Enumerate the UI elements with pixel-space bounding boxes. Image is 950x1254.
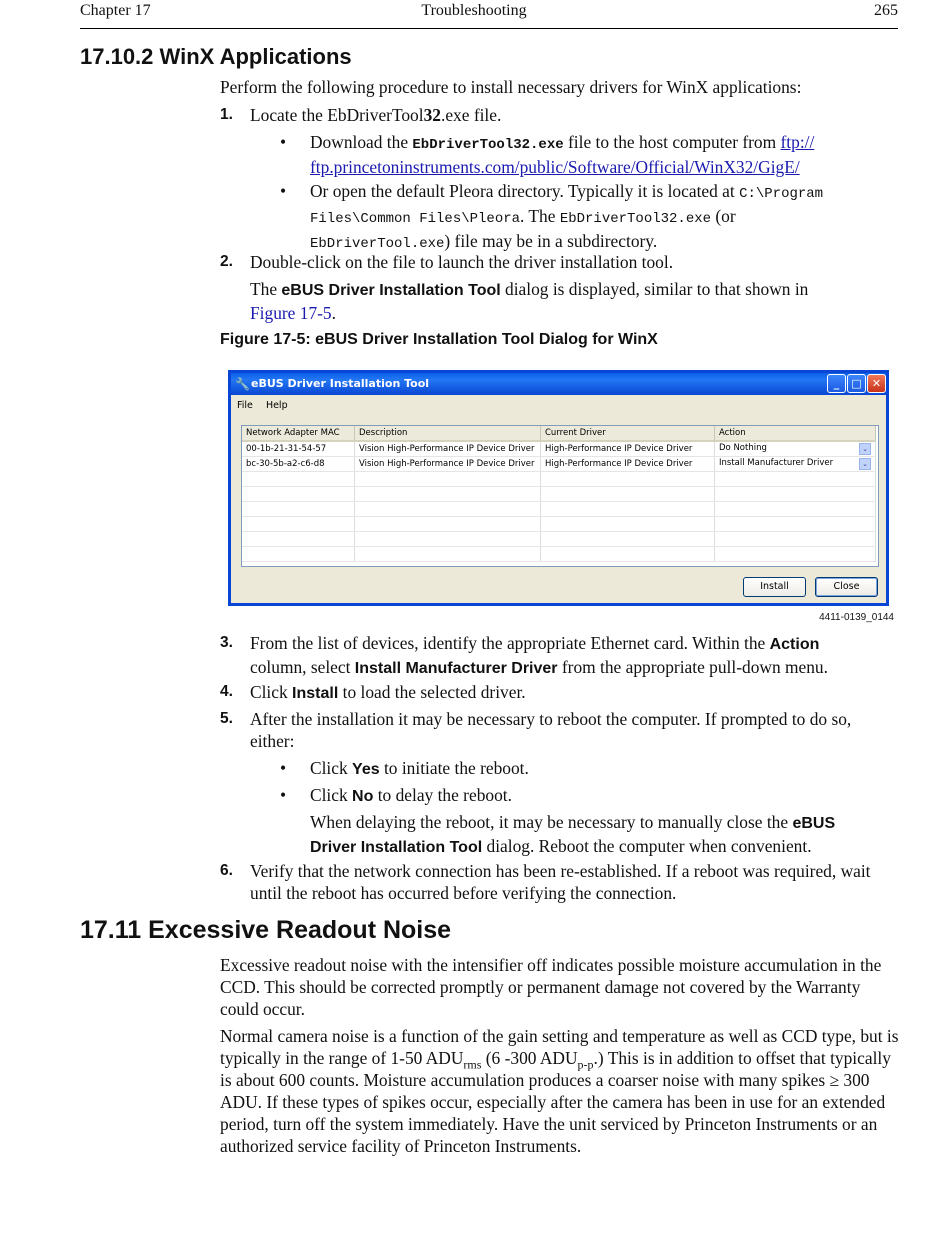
bullet-text: Download the [310, 132, 413, 152]
step-number: 6. [220, 862, 233, 879]
bullet-download [280, 131, 880, 178]
action-value: Do Nothing [719, 443, 767, 453]
step-text: from the appropriate pull-down menu. [557, 657, 828, 677]
step-6 [220, 860, 900, 904]
intro-paragraph: Perform the following procedure to install necessary drivers for WinX applications: [220, 77, 802, 97]
bullet-dot: • [280, 758, 287, 778]
bullet-no [280, 784, 880, 808]
ftp-link-path[interactable]: ftp.princetoninstruments.com/public/Software/Official/WinX32/GigE/ [310, 157, 800, 177]
page-number: 265 [874, 2, 898, 19]
code-path: C:\Program [739, 186, 824, 202]
section-heading-readout-noise: 17.11 Excessive Readout Noise [80, 916, 452, 944]
note-text: The [250, 279, 282, 299]
ebus-dialog-figure [228, 370, 889, 606]
dialog-title-bar [231, 373, 886, 395]
bullet-text: . The [520, 206, 560, 226]
adapter-grid [241, 425, 879, 567]
empty-row [242, 472, 876, 487]
table-row[interactable] [242, 441, 876, 457]
bullet-text: Click [310, 758, 353, 778]
bullet-text: to delay the reboot. [373, 785, 512, 805]
minimize-button[interactable]: _ [827, 374, 846, 393]
install-button[interactable]: Install [743, 577, 806, 597]
window-close-button[interactable]: ✕ [867, 374, 886, 393]
col-current-driver[interactable]: Current Driver [541, 426, 715, 441]
delay-note [280, 811, 880, 859]
col-description[interactable]: Description [355, 426, 541, 441]
bullet-text: Or open the default Pleora directory. Typically it is located at [310, 181, 740, 201]
note-text: When delaying the reboot, it may be necessary to manually close the [310, 812, 793, 832]
para-text: .) This is in addition to offset that typically is about 600 counts. Moisture accumulation produces a coarser noise with many spikes ≥ 300 ADU. If these types of spikes occur, especially after the camera has been in use for an extended period, turn off the system immediately. Have the unit serviced by Princeton Instruments or an authorized service facility of Princeton Instruments. [220, 1048, 891, 1156]
cell-current: High-Performance IP Device Driver [541, 457, 715, 472]
table-row[interactable] [242, 457, 876, 472]
close-button[interactable]: Close [815, 577, 878, 597]
bullet-pleora [280, 180, 880, 255]
chapter-label: Chapter 17 [80, 2, 151, 19]
para-text: (6 -300 ADU [481, 1048, 578, 1068]
step-bold: 32 [423, 105, 441, 125]
empty-row [242, 547, 876, 562]
wrench-icon: 🔧 [235, 377, 250, 391]
cell-description: Vision High-Performance IP Device Driver [355, 441, 541, 457]
bullet-text: (or [711, 206, 736, 226]
step-bold: Action [769, 636, 820, 653]
maximize-button[interactable]: □ [847, 374, 866, 393]
cell-description: Vision High-Performance IP Device Driver [355, 457, 541, 472]
note-text: . [331, 303, 336, 323]
code-filename: EbDriverTool32.exe [412, 137, 564, 153]
step-bold: Install Manufacturer Driver [354, 660, 558, 677]
dialog-menu-bar [237, 400, 298, 411]
step-4 [220, 681, 900, 705]
chapter-title: Troubleshooting [421, 2, 527, 19]
section-heading-winx: 17.10.2 WinX Applications [80, 44, 352, 69]
menu-file[interactable]: File [237, 400, 253, 411]
figure-caption: Figure 17-5: eBUS Driver Installation Tool Dialog for WinX [220, 331, 658, 348]
bullet-dot: • [280, 181, 287, 201]
action-select[interactable] [715, 457, 876, 472]
col-mac[interactable]: Network Adapter MAC [242, 426, 355, 441]
ftp-link[interactable]: ftp:// [780, 132, 815, 152]
step-text: From the list of devices, identify the appropriate Ethernet card. Within the [250, 633, 770, 653]
step-bold: Install [292, 685, 339, 702]
step-number: 4. [220, 683, 233, 700]
chevron-down-icon[interactable]: ⌄ [859, 443, 871, 455]
cell-mac: 00-1b-21-31-54-57 [242, 441, 355, 457]
step-text: Double-click on the file to launch the driver installation tool. [250, 252, 674, 272]
running-header [80, 2, 898, 29]
step-5 [220, 708, 900, 752]
col-action[interactable]: Action [715, 426, 876, 441]
empty-row [242, 532, 876, 547]
bullet-text: Click [310, 785, 353, 805]
bullet-text: file to the host computer from [563, 132, 781, 152]
step-text: After the installation it may be necessary to reboot the computer. If prompted to do so, either: [250, 709, 852, 751]
step-1 [220, 104, 900, 126]
para-text: Normal camera noise is a function of the gain setting and temperature as well as CCD type, but is typically in the range of 1-50 ADU [220, 1026, 899, 1068]
action-value: Install Manufacturer Driver [719, 458, 834, 468]
bullet-bold: No [352, 788, 374, 805]
bullet-text: to initiate the reboot. [379, 758, 529, 778]
step-text: Locate the EbDriverTool [250, 105, 424, 125]
menu-help[interactable]: Help [265, 400, 288, 411]
subscript-rms: rms [463, 1057, 482, 1072]
figure-xref[interactable]: Figure 17-5 [250, 303, 332, 323]
step-number: 5. [220, 710, 233, 727]
note-text: dialog. Reboot the computer when convenient. [482, 836, 812, 856]
step-number: 2. [220, 253, 233, 270]
bullet-bold: Yes [352, 761, 380, 778]
code-filename: EbDriverTool32.exe [559, 211, 712, 227]
noise-paragraph-1: Excessive readout noise with the intensifier off indicates possible moisture accumulation in the CCD. This should be corrected promptly or permanent damage not covered by the Warranty could occur. [220, 955, 882, 1019]
action-select[interactable] [715, 441, 876, 457]
bullet-dot: • [280, 132, 287, 152]
step-text: Verify that the network connection has been re-established. If a reboot was required, wait until the reboot has occurred before verifying the connection. [250, 861, 871, 903]
empty-row [242, 502, 876, 517]
bullet-yes [280, 757, 880, 781]
note-bold: eBUS Driver Installation Tool [310, 815, 836, 856]
step-2 [220, 251, 900, 273]
noise-paragraph-2 [220, 1025, 900, 1157]
figure-id: 4411-0139_0144 [819, 612, 894, 623]
code-filename: EbDriverTool.exe [310, 236, 445, 252]
step-text: Click [250, 682, 293, 702]
note-text: dialog is displayed, similar to that shown in [500, 279, 809, 299]
cell-mac: bc-30-5b-a2-c6-d8 [242, 457, 355, 472]
step-text: .exe file. [440, 105, 502, 125]
cell-current: High-Performance IP Device Driver [541, 441, 715, 457]
empty-row [242, 487, 876, 502]
bullet-dot: • [280, 785, 287, 805]
code-path: Files\Common Files\Pleora [310, 211, 521, 227]
chevron-down-icon[interactable]: ⌄ [859, 458, 871, 470]
step-text: column, select [250, 657, 355, 677]
step-number: 3. [220, 634, 233, 651]
note-bold: eBUS Driver Installation Tool [281, 282, 501, 299]
bullet-text: ) file may be in a subdirectory. [444, 231, 658, 251]
subscript-pp: p-p [577, 1057, 594, 1072]
step-text: to load the selected driver. [338, 682, 526, 702]
step-2-note [220, 278, 900, 324]
dialog-title: eBUS Driver Installation Tool [251, 377, 430, 390]
step-3 [220, 632, 900, 680]
empty-row [242, 517, 876, 532]
step-number: 1. [220, 106, 233, 123]
